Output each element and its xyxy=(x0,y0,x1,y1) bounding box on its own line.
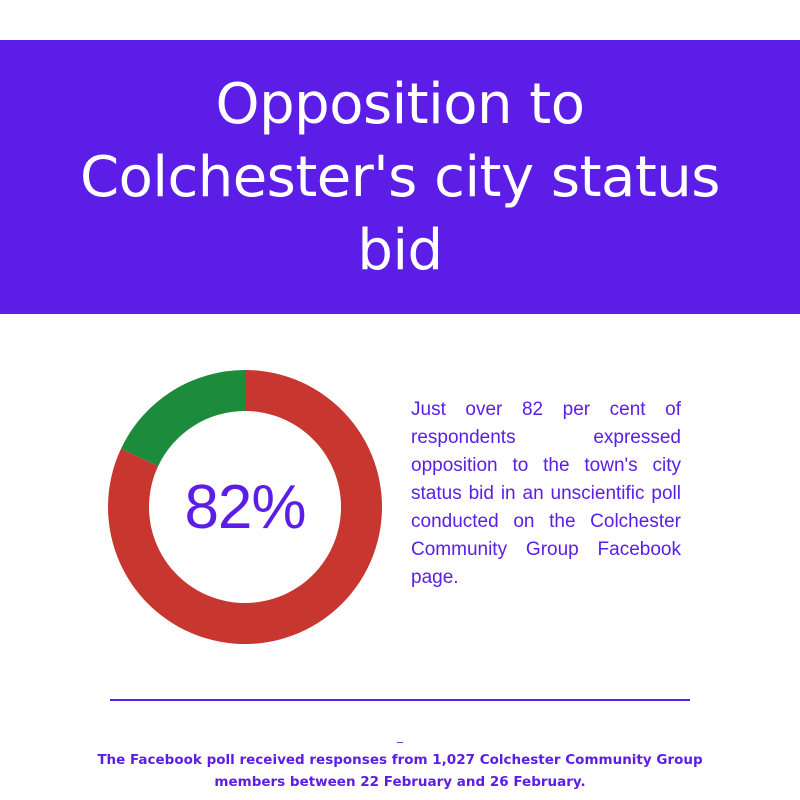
footnote-dash: _ xyxy=(397,729,403,743)
divider xyxy=(110,699,690,701)
footnote-text: The Facebook poll received responses from 1,027 Colchester Community Group members between 22 February and 26 February. xyxy=(97,752,703,790)
description-text: Just over 82 per cent of respondents expressed opposition to the town's city status bid in an unscientific poll conducted on the Colchester Community Group Facebook page. xyxy=(411,399,681,588)
page-title: Opposition to Colchester's city status bid xyxy=(80,71,720,283)
donut-center-label: 82% xyxy=(184,472,306,542)
title-banner xyxy=(0,40,800,314)
